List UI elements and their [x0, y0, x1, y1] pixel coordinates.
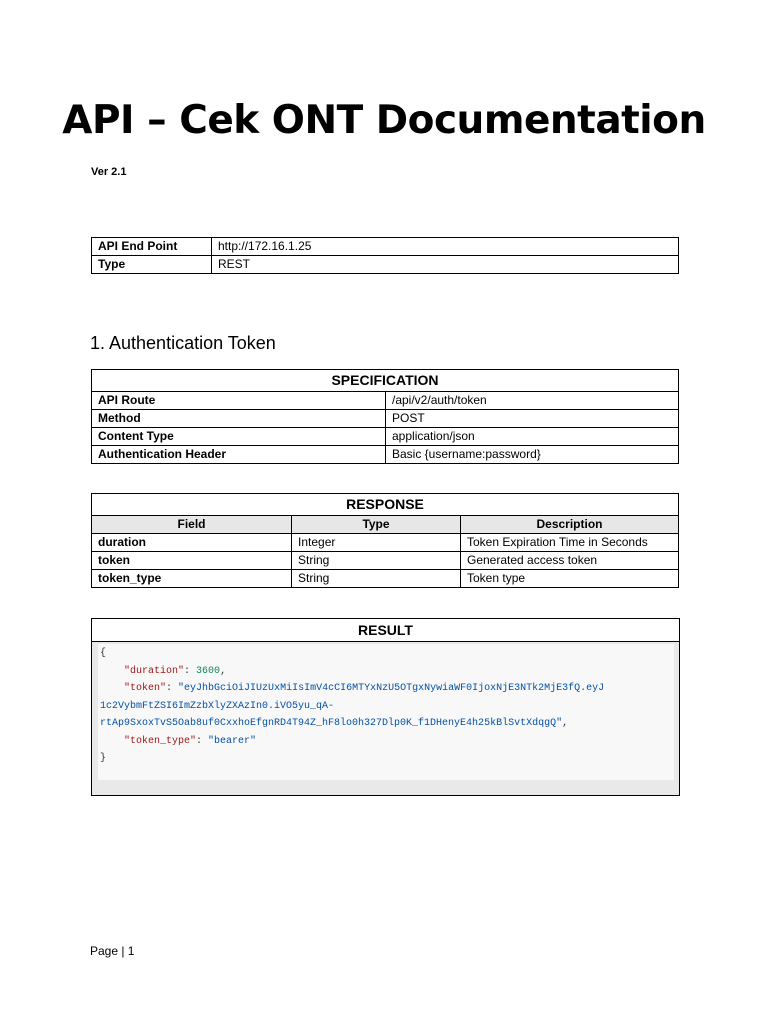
code-brace: }: [100, 753, 107, 764]
code-key: "duration": [124, 665, 185, 677]
column-header-description: Description: [461, 516, 679, 534]
api-type-label: Type: [92, 256, 212, 274]
version-label: Ver 2.1: [91, 166, 127, 178]
response-description: Generated access token: [461, 552, 679, 570]
response-type: Integer: [292, 534, 461, 552]
column-header-type: Type: [292, 516, 461, 534]
api-info-table: [91, 237, 679, 274]
response-field: token_type: [92, 570, 292, 588]
spec-label: API Route: [92, 392, 386, 410]
code-key: "token": [124, 683, 167, 694]
table-title-row: [92, 494, 679, 516]
response-type: String: [292, 552, 461, 570]
code-string: rtAp9SxoxTvS5Oab8uf0CxxhoEfgnRD4T94Z_hF8lo0h327Dlp0K_f1DHenyE4h25kBlSvtXdqgQ": [100, 718, 563, 729]
table-row: [92, 392, 679, 410]
response-description: Token Expiration Time in Seconds: [461, 534, 679, 552]
response-field: duration: [92, 534, 292, 552]
code-string: "eyJhbGciOiJIUzUxMiIsImV4cCI6MTYxNzU5OTgxNywiaWF0IjoxNjE3NTk2MjE3fQ.eyJ: [178, 683, 605, 694]
table-title-row: [92, 370, 679, 392]
table-row: [92, 552, 679, 570]
response-description: Token type: [461, 570, 679, 588]
spec-value: POST: [386, 410, 679, 428]
document-title: API – Cek ONT Documentation: [62, 98, 706, 143]
spec-label: Authentication Header: [92, 446, 386, 464]
specification-title: SPECIFICATION: [92, 370, 679, 392]
api-endpoint-value: http://172.16.1.25: [212, 238, 679, 256]
code-string: "bearer": [208, 735, 257, 747]
table-row: [92, 534, 679, 552]
spec-value: Basic {username:password}: [386, 446, 679, 464]
result-title: RESULT: [92, 619, 679, 642]
code-number: 3600: [196, 665, 221, 677]
column-header-field: Field: [92, 516, 292, 534]
response-title: RESPONSE: [92, 494, 679, 516]
response-table: [91, 493, 679, 588]
table-row: [92, 446, 679, 464]
code-string: 1c2VybmFtZSI6ImZzbXlyZXAzIn0.iVO5yu_qA-: [100, 700, 335, 712]
spec-label: Method: [92, 410, 386, 428]
spec-value: application/json: [386, 428, 679, 446]
spec-value: /api/v2/auth/token: [386, 392, 679, 410]
table-row: [92, 256, 679, 274]
table-row: [92, 428, 679, 446]
result-box: [91, 618, 680, 796]
response-type: String: [292, 570, 461, 588]
code-brace: {: [100, 648, 107, 659]
section-heading: 1. Authentication Token: [90, 333, 276, 353]
spec-label: Content Type: [92, 428, 386, 446]
table-header-row: [92, 516, 679, 534]
response-field: token: [92, 552, 292, 570]
api-type-value: REST: [212, 256, 679, 274]
code-key: "token_type": [124, 735, 197, 747]
result-code-block: { "duration": 3600, "token": "eyJhbGciOiJIUzUxMiIsImV4cCI6MTYxNzU5OTgxNywiaWF0IjoxNjE3NTk2MjE3fQ.eyJ 1c2VybmFtZSI6ImZzbXlyZXAzIn0.iVO5yu_qA- rtAp9SxoxTvS5Oab8uf0CxxhoEfgnRD4T94Z_hF8lo0h327Dlp0K_f1DHenyE4h25kBlSvtXdqgQ", "token_type": "bearer" }: [98, 644, 674, 780]
table-row: [92, 410, 679, 428]
page-number: Page | 1: [90, 944, 135, 958]
specification-table: [91, 369, 679, 464]
table-row: [92, 570, 679, 588]
table-row: [92, 238, 679, 256]
api-endpoint-label: API End Point: [92, 238, 212, 256]
